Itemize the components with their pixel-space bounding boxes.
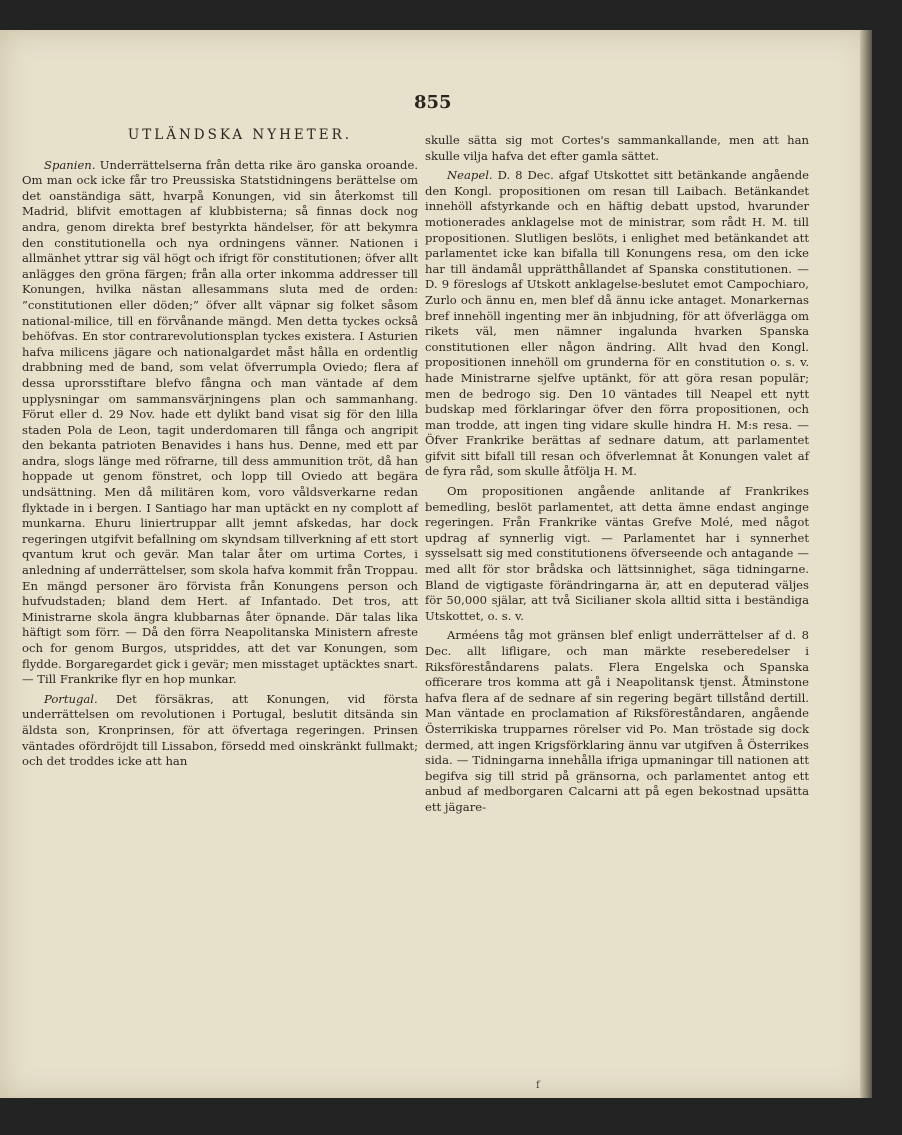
article-place: Portugal.	[44, 691, 98, 706]
article-text: Om propositionen angående anlitande af Frankrikes bemedling, beslöt parlamentet, att detta ämne endast anginge regeringen. Från Frankrike väntas Grefve Molé, med något updrag af synnerlig vigt. — Parlamentet har i synnerhet sysselsatt sig med constitutionens öfverseende och antagande — med allt för stor brådska och lättsinnighet, säga tidningarne. Bland de vigtigaste förändringarna är, att en deputerad väljes för 50,000 själar, att två Sicilianer skola alltid sitta i beständiga Utskottet, o. s. v.	[425, 484, 809, 623]
article-continuation	[425, 133, 809, 164]
article-naples-proposition	[425, 484, 809, 624]
article-text: D. 8 Dec. afgaf Utskottet sitt betänkande angående den Kongl. propositionen om resan till Laibach. Betänkandet innehöll afstyrkande och en häftig debatt upstod, hvarunder motionerades anklagelse mot de ministrar, som rådt H. M. till propositionen. Slutligen beslöts, i enlighet med betänkandet att parlamentet icke kan bifalla till Konungens resa, om den icke har till ändamål upprätthållandet af Spanska constitutionen. — D. 9 föreslogs af Utskott anklagelse-beslutet emot Campochiaro, Zurlo och ännu en, men blef då ännu icke antaget. Monarkernas bref innehöll ingenting mer än inbjudning, för att öfverlägga om rikets väl, men nämner ingalunda hvarken Spanska constitutionen eller någon ändring. Allt hvad den Kongl. propositionen innehöll om grunderna för en constitution o. s. v. hade Ministrarne sjelfve uptänkt, för att göra resan populär; men de bedrogo sig. Den 10 väntades till Neapel ett nytt budskap med förklaringar öfver den förra propositionen, och man trodde, att ingen ting vidare skulle hindra H. M:s resa. — Öfver Frankrike berättas af sednare datum, att parlamentet gifvit sitt bifall till resan och öfverlemnat åt Konungen valet af de fyra råd, som skulle åtfölja H. M.	[425, 168, 809, 479]
section-heading: UTLÄNDSKA NYHETER.	[127, 127, 353, 143]
page-number: 855	[414, 92, 452, 113]
article-naples	[425, 168, 809, 480]
right-column	[425, 133, 809, 820]
left-column	[22, 128, 418, 774]
article-text: Arméens tåg mot gränsen blef enligt underrättelser af d. 8 Dec. allt lifligare, och man märkte reseberedelser i Riksföreståndarens palats. Flera Engelska och Spanska officerare tros komma att gå i Neapolitansk tjenst. Åtminstone hafva flera af de sednare af sin regering begärt tillstånd dertill. Man väntade en proclamation af Riksföreståndaren, angående Österrikiska trupparnes rörelser vid Po. Man tröstade sig dock dermed, att ingen Krigsförklaring ännu var utgifven å Österrikes sida. — Tidningarna innehålla ifriga upmaningar till nationen att begifva sig till strid på gränsorna, och parlamentet antog ett anbud af medborgaren Calcarni att på egen bekostnad upsätta ett jägare-	[425, 628, 809, 814]
article-text: Underrättelserna från detta rike äro ganska oroande. Om man ock icke får tro Preussiska Statstidningens berättelse om det oanständiga sätt, hvarpå Konungen, vid sin återkomst till Madrid, blifvit emottagen af klubbisterna; så finnas dock nog andra, genom direkta bref bestyrkta händelser, för att bekymra den constitutionella och nya ordningens vänner. Nationen i allmänhet yttrar sig väl högt och ifrigt för constitutionen; öfver allt anlägges den gröna färgen; från alla orter inkomma addresser till Konungen, hvilka nästan allesammans sluta med de orden: ”constitutionen eller döden;” öfver allt väpnar sig folket såsom national-milice, till en förvånande mängd. Men detta tyckes också behöfvas. En stor contrarevolutionsplan tyckes existera. I Asturien hafva milicens jägare och nationalgardet måst hålla en ordentlig drabbning med de band, som velat öfverrumpla Oviedo; flera af dessa uprorsstiftare blefvo fångna och man väntade af dem upplysningar om sammansvärjningens plan och sammanhang. Förut eller d. 29 Nov. hade ett dylikt band visat sig för den lilla staden Pola de Leon, tagit underdomaren till fånga och angripit den bekanta patrioten Benavides i hans hus. Denne, med ett par andra, slogs länge med röfrarne, till dess ammunition tröt, då han hoppade ut genom fönstret, och lopp till Oviedo att begära undsättning. Men då militären kom, voro våldsverkarne redan flyktade in i bergen. I Santiago har man uptäckt en ny complott af munkarna. Ehuru liniertruppar allt jemnt afskedas, har dock regeringen utgifvit befallning om skyndsam tillverkning af ett stort qvantum krut och gevär. Man talar åter om urtima Cortes, i anledning af underrättelser, som skola hafva kommit från Troppau. En mängd personer äro förvista från Konungens person och hufvudstaden; bland dem Hert. af Infantado. Det tros, att Ministrarne skola ängra klubbarnas åter öpnande. Där talas lika häftigt som förr. — Då den förra Neapolitanska Ministern afreste och for genom Burgos, utspriddes, att det var Konungen, som flydde. Borgaregardet gick i gevär; men misstaget uptäcktes snart. — Till Frankrike flyr en hop munkar.	[22, 157, 418, 687]
page-edge-shadow	[860, 30, 872, 1098]
article-text: skulle sätta sig mot Cortes's sammankallande, men att han skulle vilja hafva det efter gamla sättet.	[425, 133, 809, 163]
article-place: Neapel.	[447, 168, 493, 183]
article-text: Det försäkras, att Konungen, vid första underrättelsen om revolutionen i Portugal, beslutit ditsända sin äldsta son, Kronprinsen, för att öfvertaga regeringen. Prinsen väntades ofördröjdt till Lissabon, försedd med oinskränkt fullmakt; och det troddes icke att han	[22, 691, 418, 769]
article-portugal	[22, 692, 418, 770]
article-naples-army	[425, 628, 809, 815]
article-place: Spanien.	[44, 157, 96, 172]
footer-mark: f	[536, 1080, 540, 1091]
article-spain	[22, 158, 418, 688]
